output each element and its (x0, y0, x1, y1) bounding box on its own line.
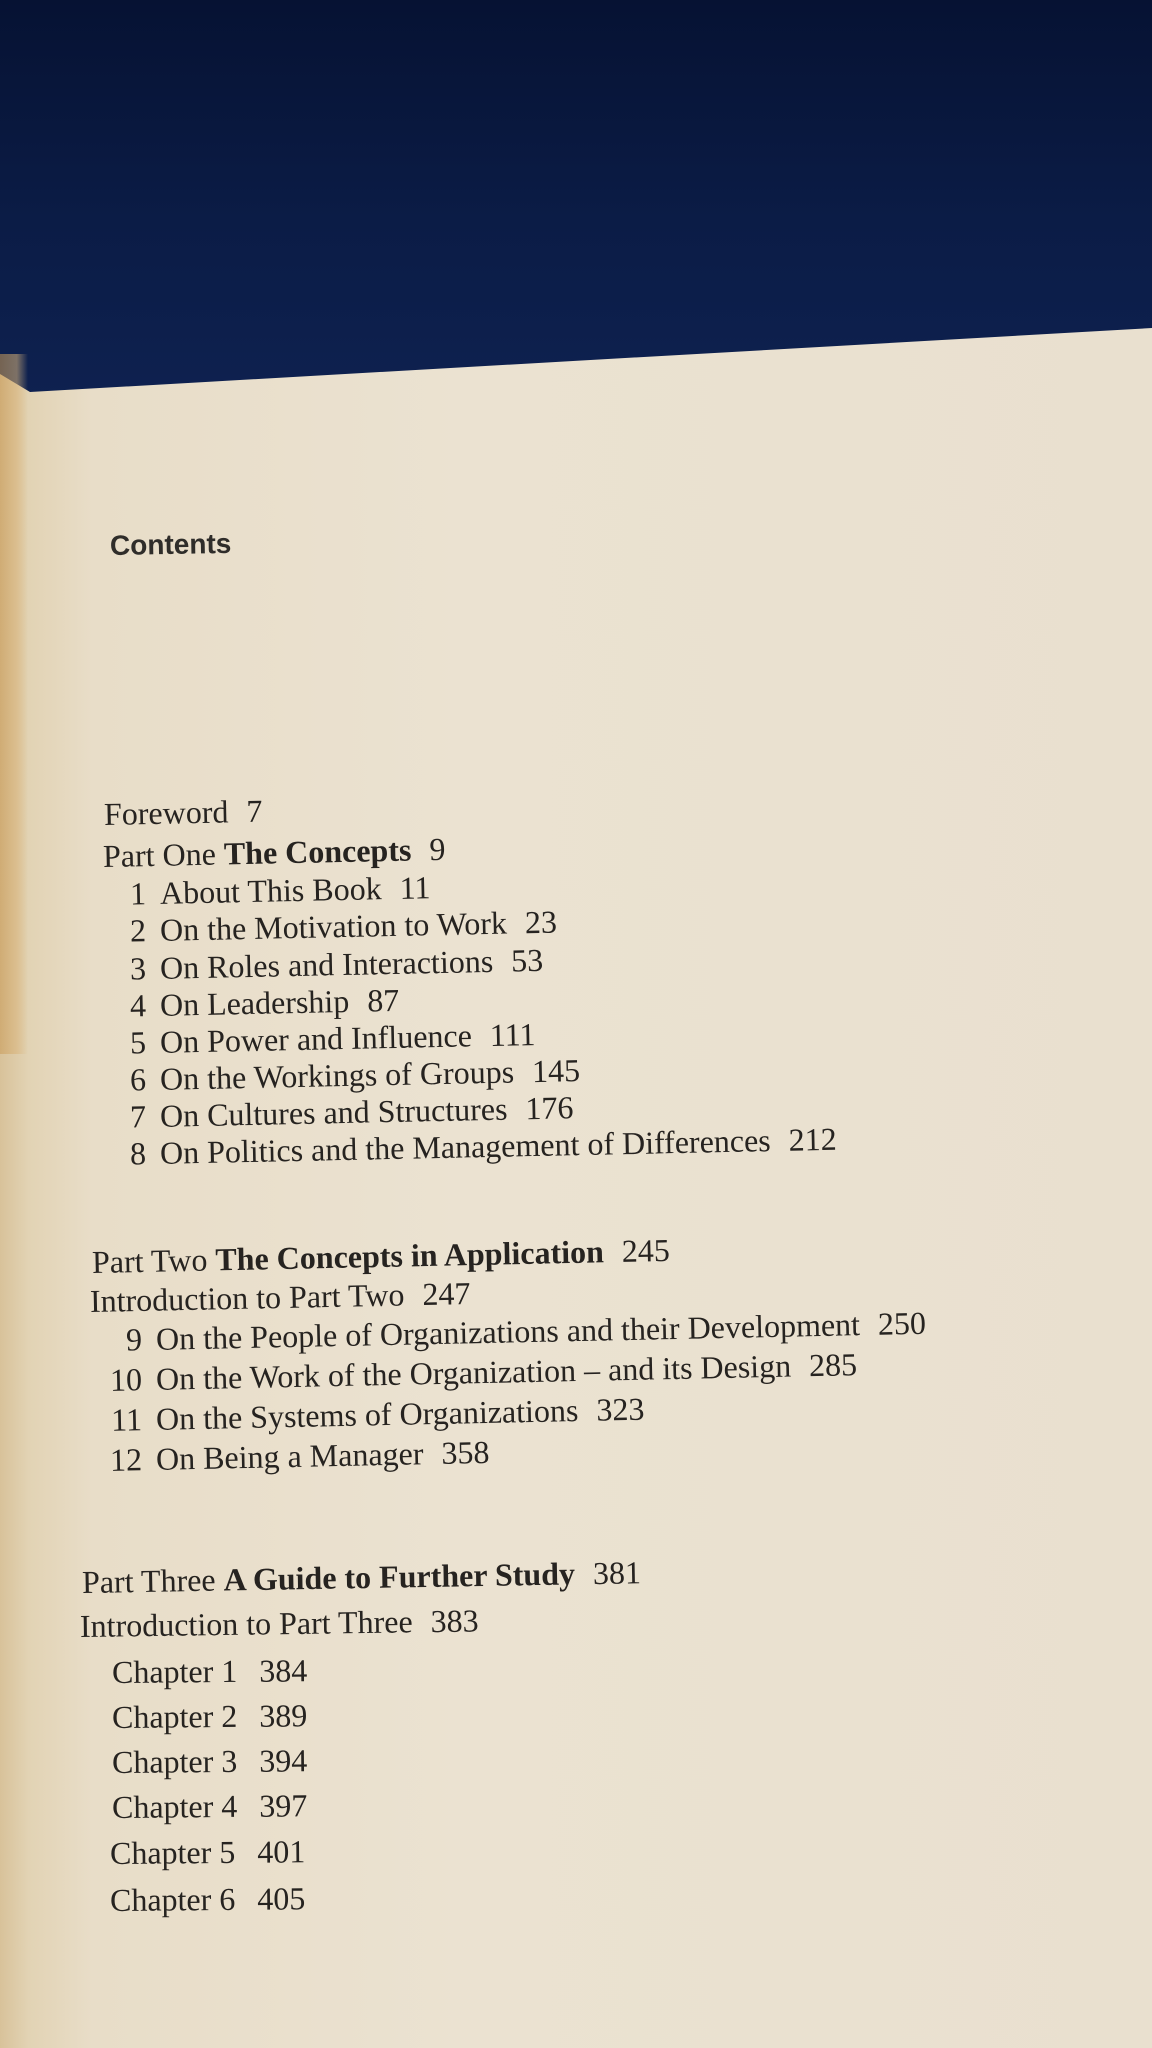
entry-page: 7 (246, 792, 263, 830)
toc-entry-chapter-1 (106, 871, 431, 910)
chapter-number: 2 (129, 912, 147, 949)
entry-title: Introduction to Part Two (89, 1276, 405, 1319)
chapter-title: On Roles and Interactions (159, 942, 494, 986)
chapter-number: 11 (110, 1401, 143, 1438)
toc-entry-guide-chapter-3 (112, 1744, 308, 1778)
chapter-title: On the Work of the Organization – and its Design (155, 1347, 792, 1397)
chapter-page: 11 (399, 869, 431, 906)
chapter-title: Chapter 6 (109, 1880, 236, 1918)
chapter-page: 384 (259, 1652, 308, 1689)
chapter-title: Chapter 5 (109, 1833, 236, 1871)
toc-entry-chapter-12 (102, 1433, 490, 1478)
chapter-number: 5 (129, 1024, 147, 1061)
chapter-number: 9 (125, 1321, 143, 1358)
toc-entry-guide-chapter-4 (112, 1789, 308, 1823)
chapter-number: 1 (129, 875, 147, 912)
chapter-number: 12 (109, 1441, 143, 1478)
entry-page: 245 (621, 1231, 671, 1269)
chapter-page: 23 (524, 903, 558, 941)
chapter-number: 4 (129, 987, 147, 1024)
chapter-title: Chapter 3 (111, 1742, 238, 1780)
chapter-page: 401 (257, 1833, 306, 1870)
toc-entry-part-one (102, 830, 446, 874)
chapter-title: On the Motivation to Work (159, 904, 508, 948)
part-label: Part One (102, 835, 217, 874)
chapter-page: 397 (259, 1787, 308, 1824)
chapter-page: 394 (259, 1742, 308, 1779)
part-title: The Concepts in Application (214, 1233, 605, 1278)
chapter-title: Chapter 2 (111, 1697, 238, 1735)
part-title: A Guide to Further Study (223, 1555, 576, 1598)
chapter-page: 323 (595, 1390, 645, 1428)
chapter-page: 405 (257, 1880, 306, 1917)
toc-entry-intro-part-three (80, 1604, 479, 1642)
toc-entry-chapter-11 (102, 1390, 645, 1438)
chapter-title: On Being a Manager (155, 1435, 424, 1477)
chapter-page: 285 (808, 1346, 858, 1384)
chapter-number: 6 (129, 1061, 147, 1098)
toc-entry-guide-chapter-5 (110, 1835, 306, 1869)
part-label: Part Three (81, 1561, 216, 1600)
toc-entry-chapter-3 (106, 941, 544, 987)
toc-entry-guide-chapter-1 (112, 1654, 308, 1688)
entry-title: Introduction to Part Three (79, 1603, 413, 1644)
chapter-page: 212 (788, 1120, 837, 1158)
toc-entry-chapter-2 (106, 903, 558, 949)
toc-entry-intro-part-two (90, 1277, 471, 1317)
chapter-page: 358 (441, 1433, 490, 1471)
chapter-title: On Cultures and Structures (159, 1090, 508, 1134)
chapter-page: 145 (531, 1052, 581, 1090)
chapter-title: On Politics and the Management of Differences (159, 1122, 772, 1171)
toc-entry-chapter-5 (106, 1018, 536, 1059)
chapter-title: On the Systems of Organizations (155, 1392, 579, 1437)
chapter-page: 53 (510, 941, 544, 979)
chapter-number: 7 (129, 1098, 147, 1135)
part-label: Part Two (91, 1241, 208, 1280)
chapter-number: 8 (129, 1135, 147, 1172)
chapter-title: On the Workings of Groups (159, 1053, 515, 1097)
toc-entry-part-three (82, 1556, 642, 1598)
chapter-page: 250 (877, 1304, 927, 1342)
chapter-page: 176 (525, 1089, 574, 1127)
toc-entry-foreword (103, 792, 263, 832)
entry-page: 383 (430, 1602, 479, 1640)
entry-page: 247 (422, 1275, 471, 1313)
toc-entry-guide-chapter-2 (112, 1699, 308, 1733)
toc-entry-guide-chapter-6 (110, 1882, 306, 1916)
chapter-title: Chapter 1 (111, 1652, 238, 1690)
chapter-page: 87 (366, 981, 400, 1019)
chapter-title: On Leadership (159, 982, 350, 1023)
chapter-title: About This Book (159, 870, 382, 911)
chapter-number: 10 (109, 1361, 143, 1398)
toc-entry-chapter-6 (106, 1054, 581, 1096)
chapter-page: 389 (259, 1697, 308, 1734)
chapter-number: 3 (129, 950, 147, 987)
chapter-title: On the People of Organizations and their Development (155, 1306, 861, 1357)
toc-entry-part-two (91, 1231, 671, 1280)
entry-page: 381 (592, 1554, 642, 1592)
entry-page: 9 (428, 830, 446, 868)
toc-entry-chapter-4 (106, 981, 400, 1024)
chapter-title: Chapter 4 (111, 1787, 238, 1825)
contents-heading: Contents (109, 527, 232, 561)
part-title: The Concepts (223, 831, 412, 872)
entry-title: Foreword (103, 793, 229, 832)
chapter-page: 111 (489, 1016, 536, 1053)
chapter-title: On Power and Influence (159, 1017, 473, 1060)
